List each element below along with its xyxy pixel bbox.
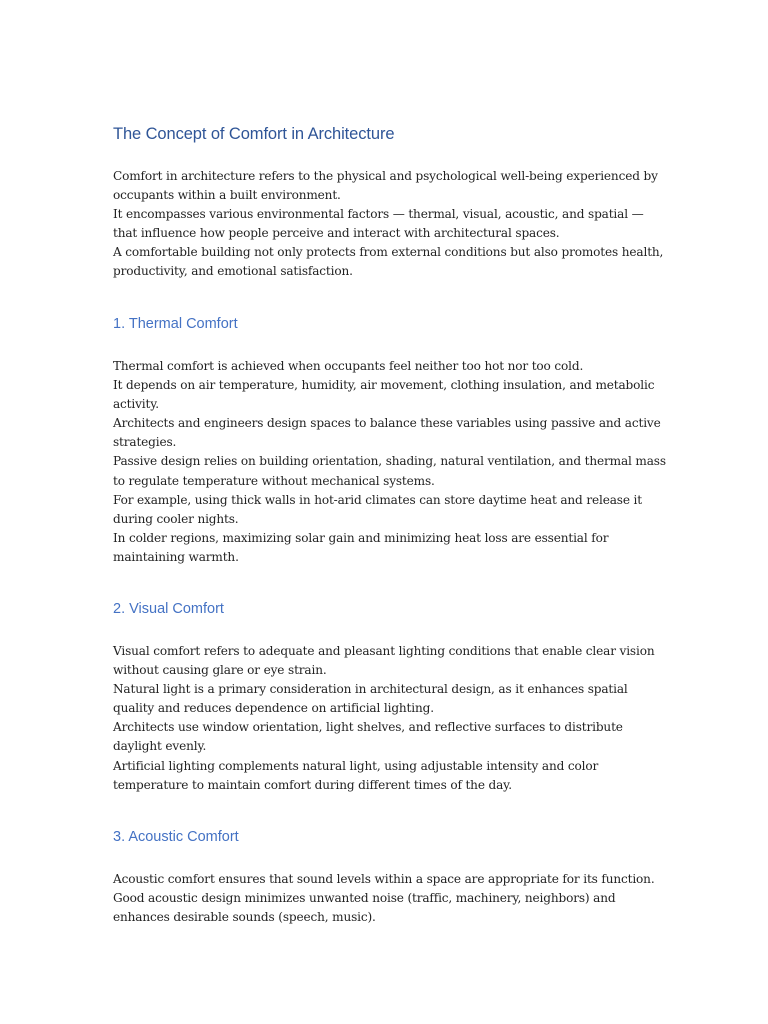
paragraph-line: maintaining warmth. [113,549,239,564]
paragraph-line: Thermal comfort is achieved when occupants feel neither too hot nor too cold. [113,359,584,373]
section-body-thermal [113,357,666,567]
paragraph-line: Passive design relies on building orientation, shading, natural ventilation, and thermal mass [113,454,666,469]
section-body-acoustic [113,870,661,927]
paragraph-line: without causing glare or eye strain. [113,663,327,678]
paragraph-line: In colder regions, maximizing solar gain and minimizing heat loss are essential for [113,530,609,545]
paragraph-line: Visual comfort refers to adequate and pleasant lighting conditions that enable clear vision [113,644,655,658]
paragraph-line: Acoustic comfort ensures that sound levels within a space are appropriate for its function. [113,872,655,886]
paragraph-line: to regulate temperature without mechanical systems. [113,473,435,488]
paragraph-line: Natural light is a primary consideration in architectural design, as it enhances spatial [113,682,628,697]
section-heading-visual: 2. Visual Comfort [113,601,224,617]
paragraph-line: enhances desirable sounds (speech, music). [113,910,376,925]
paragraph-line: quality and reduces dependence on artificial lighting. [113,701,434,716]
paragraph-line: Artificial lighting complements natural light, using adjustable intensity and color [113,758,599,773]
paragraph-line: Good acoustic design minimizes unwanted noise (traffic, machinery, neighbors) and [113,891,616,906]
paragraph-line: Comfort in architecture refers to the physical and psychological well-being experienced by [113,169,658,183]
intro-paragraph [113,167,664,282]
section-body-visual [113,642,661,795]
paragraph-line: during cooler nights. [113,511,239,526]
paragraph-line: occupants within a built environment. [113,188,341,203]
paragraph-line: Architects and engineers design spaces to balance these variables using passive and active [113,416,661,431]
paragraph-line: A comfortable building not only protects from external conditions but also promotes health, [113,245,664,260]
paragraph-line: temperature to maintain comfort during different times of the day. [113,777,512,792]
paragraph-line: It encompasses various environmental factors — thermal, visual, acoustic, and spatial — [113,207,644,222]
paragraph-line: strategies. [113,435,177,450]
paragraph-line: that influence how people perceive and interact with architectural spaces. [113,226,560,241]
section-heading-thermal: 1. Thermal Comfort [113,316,238,332]
paragraph-line: For example, using thick walls in hot-arid climates can store daytime heat and release it [113,492,642,507]
paragraph-line: Architects use window orientation, light shelves, and reflective surfaces to distribute [113,720,623,735]
document-title: The Concept of Comfort in Architecture [113,125,395,143]
paragraph-line: It depends on air temperature, humidity, air movement, clothing insulation, and metabolic [113,378,655,393]
paragraph-line: daylight evenly. [113,739,207,754]
paragraph-line: productivity, and emotional satisfaction. [113,264,353,279]
paragraph-line: activity. [113,397,159,412]
section-heading-acoustic: 3. Acoustic Comfort [113,829,239,845]
